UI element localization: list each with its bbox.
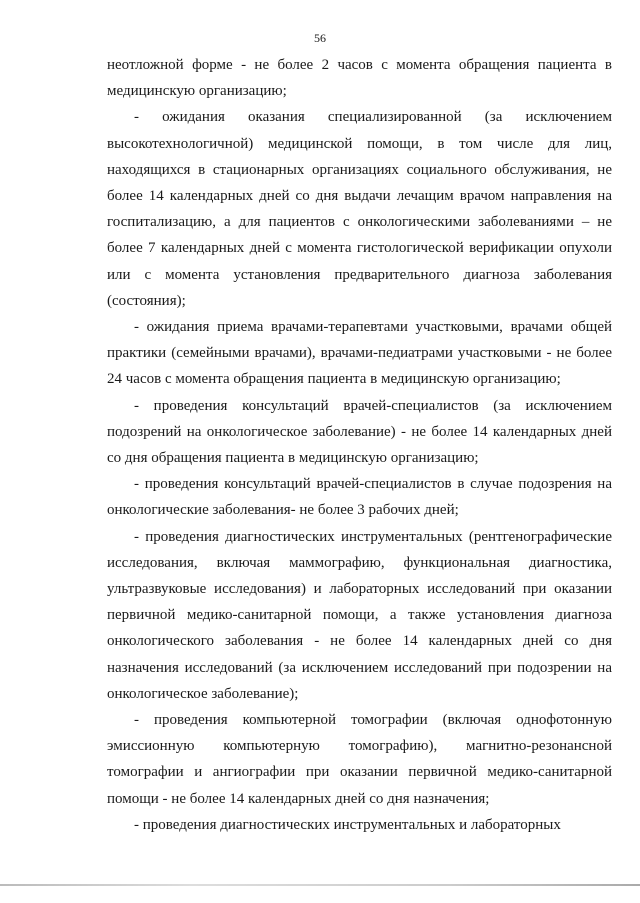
paragraph-oncology-consultation: - проведения консультаций врачей-специалистов в случае подозрения на онкологические заболевания- не более 3 рабочих дней; — [107, 476, 612, 519]
paragraph-diagnostic-tests: - проведения диагностических инструментальных (рентгенографические исследования, включая маммографию, функциональная диагностика, ультразвуковые исследования) и лабораторных исследований при оказании первичной медико-санитарной помощи, а также установления диагноза онкологического заболевания - не более 14 календарных дней со дня назначения исследований (за исключением исследований при подозрении на онкологическое заболевание); — [107, 528, 612, 702]
page-bottom-edge — [0, 884, 640, 886]
paragraph-specialist-consultation: - проведения консультаций врачей-специалистов (за исключением подозрений на онкологическое заболевание) - не более 14 календарных дней со дня обращения пациента в медицинскую организацию; — [107, 397, 612, 467]
document-body — [107, 52, 612, 838]
paragraph-specialized-care-wait: - ожидания оказания специализированной (за исключением высокотехнологичной) медицинской помощи, в том числе для лиц, находящихся в стационарных организациях социального обслуживания, не более 14 календарных дней со дня выдачи лечащим врачом направления на госпитализацию, а для пациентов с онкологическими заболеваниями – не более 7 календарных дней с момента гистологической верификации опухоли или с момента установления предварительного диагноза заболевания (состояния); — [107, 109, 612, 309]
page-number: 56 — [314, 31, 326, 45]
paragraph-continuation: неотложной форме - не более 2 часов с момента обращения пациента в медицинскую организацию; — [107, 57, 612, 100]
paragraph-therapist-wait: - ожидания приема врачами-терапевтами участковыми, врачами общей практики (семейными врачами), врачами-педиатрами участковыми - не более 24 часов с момента обращения пациента в медицинскую организацию; — [107, 319, 612, 388]
paragraph-ct-mri: - проведения компьютерной томографии (включая однофотонную эмиссионную компьютерную томографию), магнитно-резонансной томографии и ангиографии при оказании первичной медико-санитарной помощи - не более 14 календарных дней со дня назначения; — [107, 712, 612, 807]
paragraph-diagnostic-lab: - проведения диагностических инструментальных и лабораторных — [134, 816, 561, 833]
